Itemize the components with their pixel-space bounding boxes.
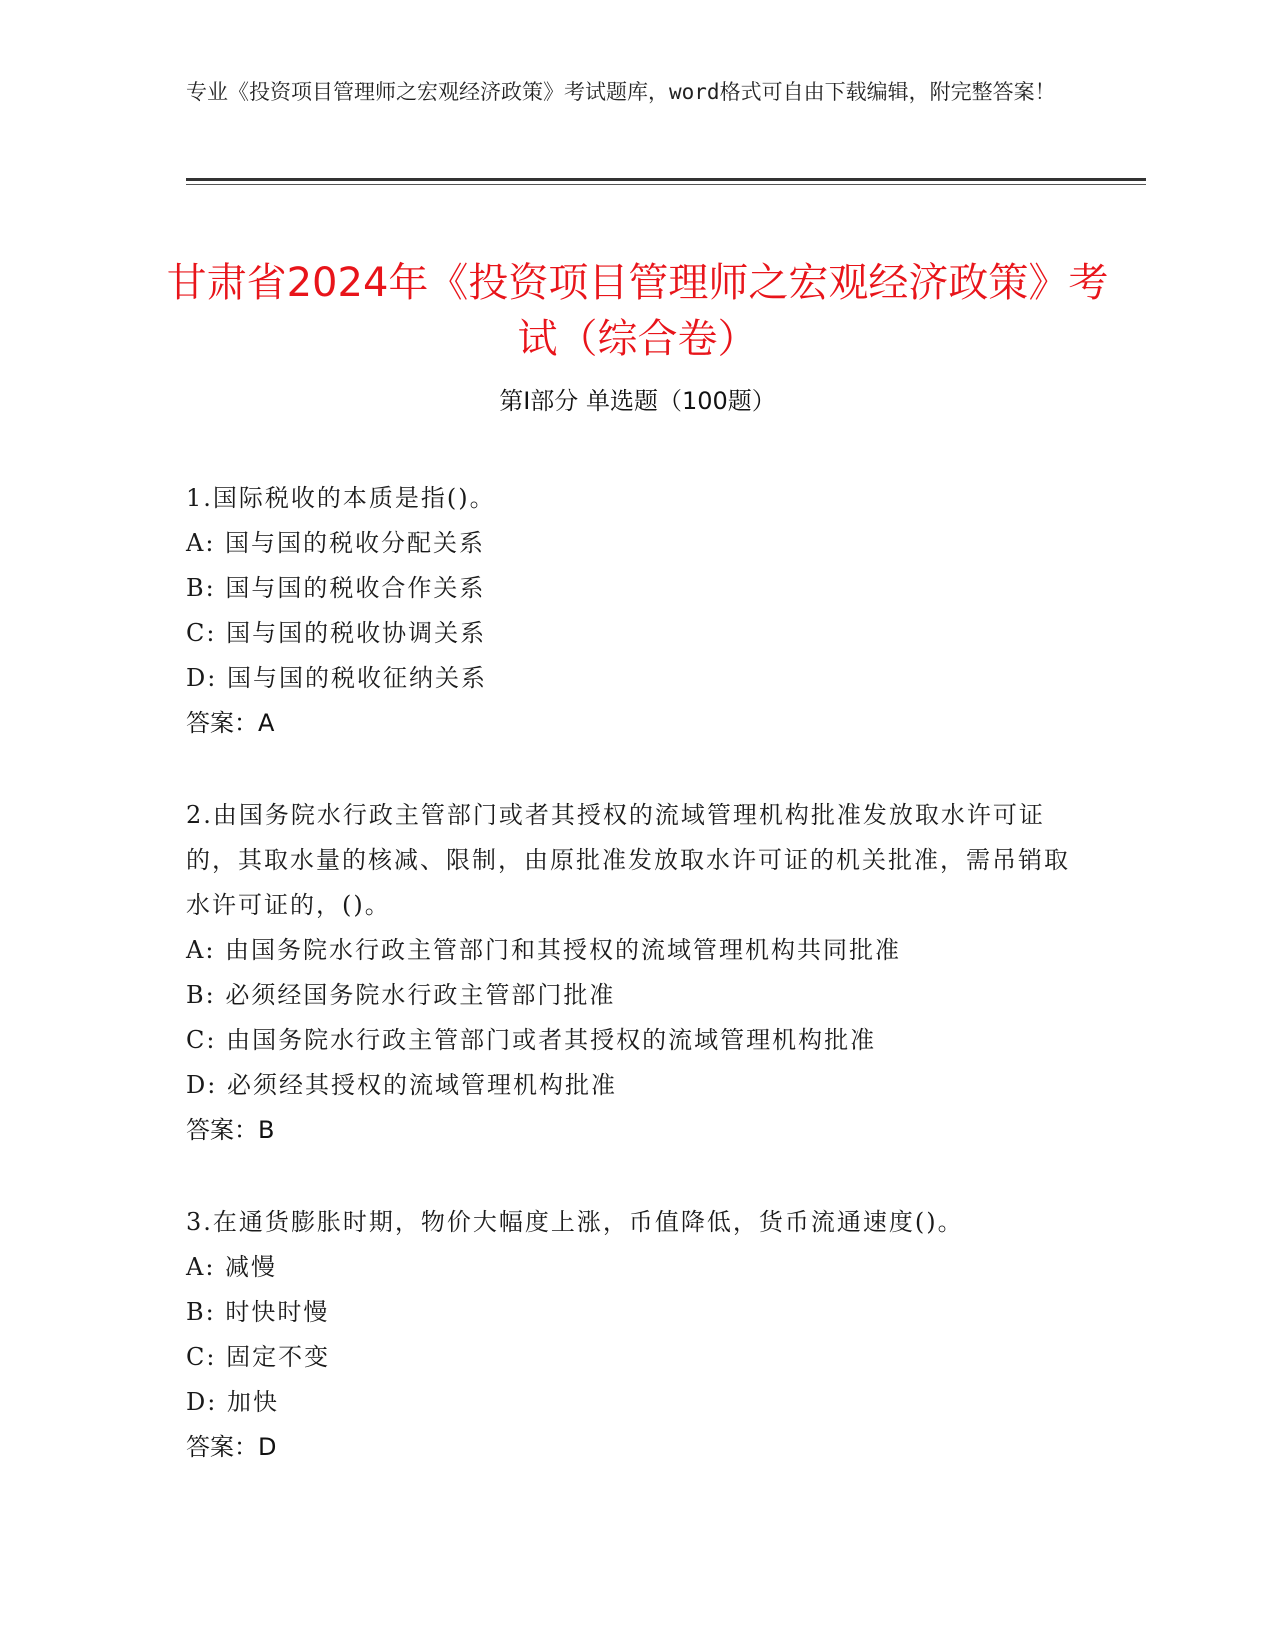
- question-3: [186, 1200, 1086, 1470]
- option-d: D: 必须经其授权的流域管理机构批准: [186, 1071, 617, 1099]
- option-a: A: 国与国的税收分配关系: [186, 529, 486, 557]
- option-b: B: 时快时慢: [186, 1298, 330, 1326]
- option-a: A: 减慢: [186, 1253, 278, 1281]
- option-a: A: 由国务院水行政主管部门和其授权的流域管理机构共同批准: [186, 936, 902, 964]
- question-text: 2.由国务院水行政主管部门或者其授权的流域管理机构批准发放取水许可证的，其取水量的核减、限制，由原批准发放取水许可证的机关批准，需吊销取水许可证的，()。: [186, 801, 1070, 919]
- document-title: 甘肃省2024年《投资项目管理师之宏观经济政策》考试（综合卷）: [166, 259, 1109, 362]
- option-c: C: 由国务院水行政主管部门或者其授权的流域管理机构批准: [186, 1026, 877, 1054]
- question-1: [186, 476, 1086, 746]
- answer: 答案：A: [186, 709, 275, 737]
- header-note: 专业《投资项目管理师之宏观经济政策》考试题库，word格式可自由下载编辑，附完整答案！: [186, 80, 1056, 104]
- question-text: 3.在通货膨胀时期，物价大幅度上涨，币值降低，货币流通速度()。: [186, 1208, 964, 1236]
- option-b: B: 必须经国务院水行政主管部门批准: [186, 981, 616, 1009]
- section-heading: 第I部分 单选题（100题）: [499, 387, 776, 415]
- option-b: B: 国与国的税收合作关系: [186, 574, 486, 602]
- answer: 答案：D: [186, 1433, 277, 1461]
- option-d: D: 国与国的税收征纳关系: [186, 664, 487, 692]
- answer: 答案：B: [186, 1116, 275, 1144]
- question-text: 1.国际税收的本质是指()。: [186, 484, 496, 512]
- header-divider: [186, 178, 1146, 181]
- question-2: [186, 793, 1086, 1153]
- option-c: C: 固定不变: [186, 1343, 331, 1371]
- header-divider-thin: [186, 184, 1146, 185]
- option-d: D: 加快: [186, 1388, 279, 1416]
- option-c: C: 国与国的税收协调关系: [186, 619, 487, 647]
- question-list: [186, 476, 1086, 1517]
